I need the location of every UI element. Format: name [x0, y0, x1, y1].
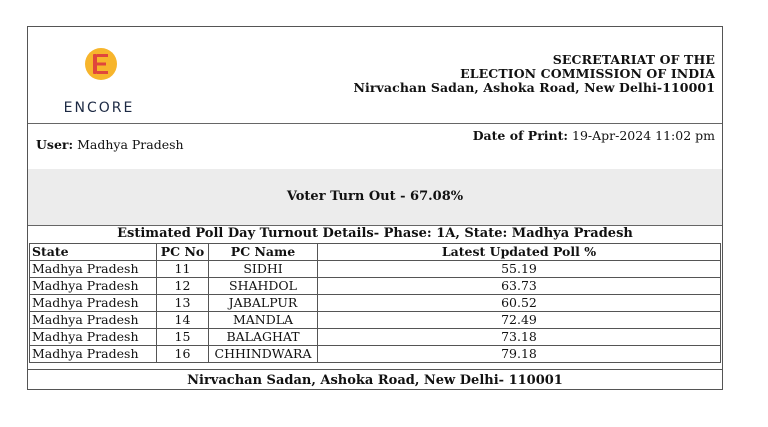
cell-pc-name: CHHINDWARA — [209, 346, 318, 363]
table-row — [30, 261, 721, 278]
encore-logo — [46, 47, 146, 116]
cell-state: Madhya Pradesh — [30, 346, 157, 363]
logo-text: ENCORE — [63, 100, 135, 116]
column-header-state: State — [30, 244, 157, 261]
cell-poll-percent: 73.18 — [318, 329, 721, 346]
cell-state: Madhya Pradesh — [30, 261, 157, 278]
column-header-pc-no: PC No — [157, 244, 209, 261]
print-date-info — [473, 128, 715, 143]
table-row — [30, 329, 721, 346]
column-header-poll-percent: Latest Updated Poll % — [318, 244, 721, 261]
turnout-report — [27, 26, 723, 390]
table-header-row — [30, 244, 721, 261]
cell-pc-name: JABALPUR — [209, 295, 318, 312]
poll-table — [29, 243, 721, 363]
footer-address: Nirvachan Sadan, Ashoka Road, New Delhi- 110001 — [28, 369, 722, 390]
report-header — [28, 27, 722, 123]
cell-pc-name: SIDHI — [209, 261, 318, 278]
cell-poll-percent: 79.18 — [318, 346, 721, 363]
organization-block — [353, 53, 715, 95]
cell-pc-no: 14 — [157, 312, 209, 329]
cell-pc-no: 13 — [157, 295, 209, 312]
table-title: Estimated Poll Day Turnout Details- Phase: 1A, State: Madhya Pradesh — [117, 226, 633, 241]
cell-pc-no: 15 — [157, 329, 209, 346]
turnout-summary — [28, 169, 722, 226]
print-date-label: Date of Print: — [472, 128, 569, 143]
org-line-3: Nirvachan Sadan, Ashoka Road, New Delhi-110001 — [353, 80, 715, 95]
cell-pc-no: 12 — [157, 278, 209, 295]
cell-pc-no: 11 — [157, 261, 209, 278]
cell-pc-no: 16 — [157, 346, 209, 363]
table-row — [30, 312, 721, 329]
info-row — [28, 123, 722, 171]
cell-pc-name: BALAGHAT — [209, 329, 318, 346]
cell-state: Madhya Pradesh — [30, 278, 157, 295]
user-info — [36, 137, 184, 152]
table-row — [30, 278, 721, 295]
cell-state: Madhya Pradesh — [30, 295, 157, 312]
cell-poll-percent: 63.73 — [318, 278, 721, 295]
encore-logo-icon — [84, 47, 118, 81]
voter-turnout-text: Voter Turn Out - 67.08% — [286, 189, 464, 204]
cell-state: Madhya Pradesh — [30, 312, 157, 329]
user-value: Madhya Pradesh — [77, 137, 184, 152]
cell-state: Madhya Pradesh — [30, 329, 157, 346]
table-row — [30, 295, 721, 312]
print-date-value: 19-Apr-2024 11:02 pm — [572, 128, 715, 143]
cell-pc-name: SHAHDOL — [209, 278, 318, 295]
org-line-1: SECRETARIAT OF THE — [552, 52, 715, 67]
table-row — [30, 346, 721, 363]
cell-poll-percent: 60.52 — [318, 295, 721, 312]
column-header-pc-name: PC Name — [209, 244, 318, 261]
cell-poll-percent: 55.19 — [318, 261, 721, 278]
org-line-2: ELECTION COMMISSION OF INDIA — [460, 66, 715, 81]
cell-poll-percent: 72.49 — [318, 312, 721, 329]
user-label: User: — [36, 137, 74, 152]
cell-pc-name: MANDLA — [209, 312, 318, 329]
